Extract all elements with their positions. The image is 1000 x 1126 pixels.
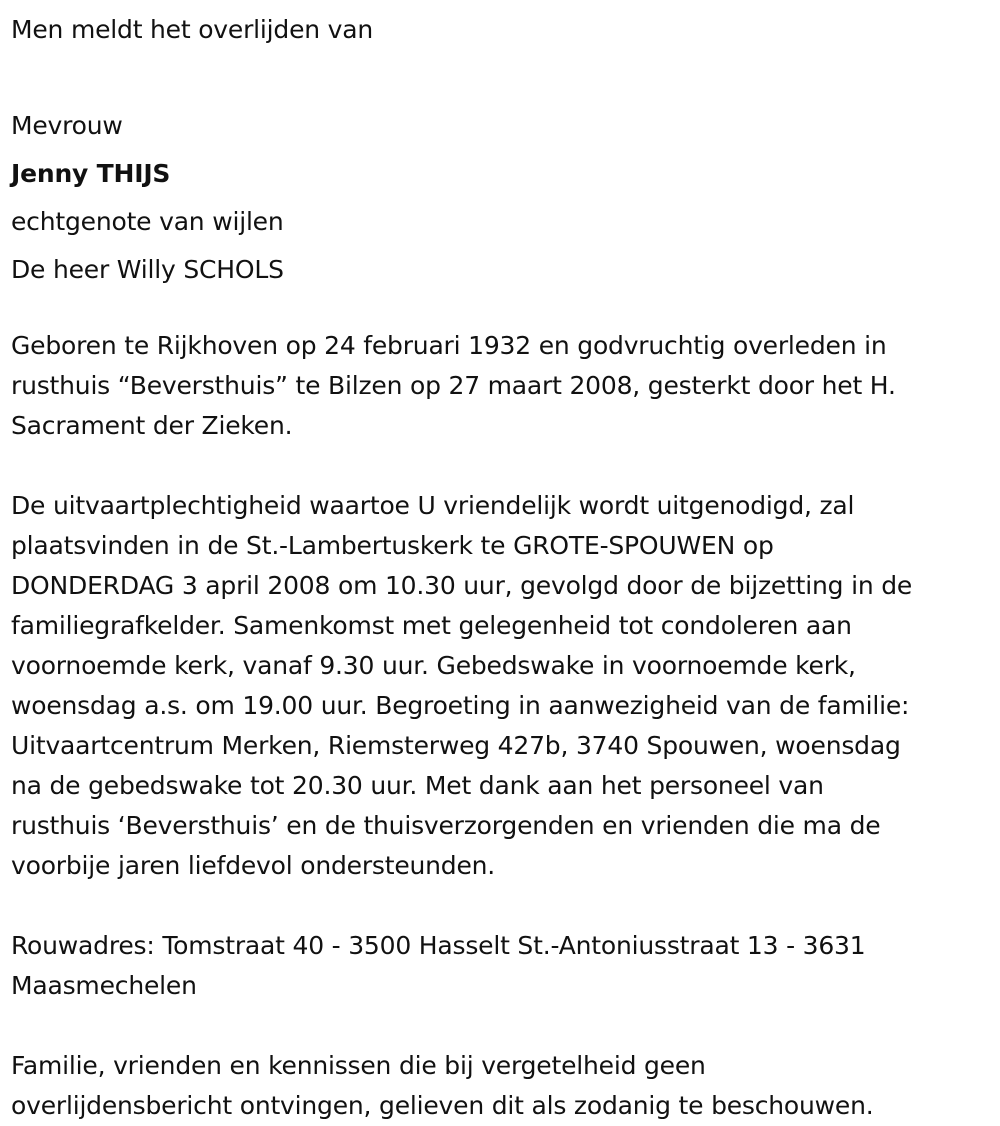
spouse-name: De heer Willy SCHOLS bbox=[11, 255, 284, 284]
paragraph-line: rusthuis “Beversthuis” te Bilzen op 27 maart 2008, gesterkt door het H. bbox=[11, 371, 896, 400]
paragraph-line: rusthuis ‘Beversthuis’ en de thuisverzorgenden en vrienden die ma de bbox=[11, 811, 881, 840]
paragraph-line: De uitvaartplechtigheid waartoe U vriendelijk wordt uitgenodigd, zal bbox=[11, 491, 855, 520]
paragraph-line: woensdag a.s. om 19.00 uur. Begroeting in aanwezigheid van de familie: bbox=[11, 691, 910, 720]
salutation: Mevrouw bbox=[11, 111, 123, 140]
paragraph-line: DONDERDAG 3 april 2008 om 10.30 uur, gevolgd door de bijzetting in de bbox=[11, 571, 913, 600]
spacer bbox=[11, 1006, 986, 1046]
spacer bbox=[11, 886, 986, 926]
paragraph-line: overlijdensbericht ontvingen, gelieven dit als zodanig te beschouwen. bbox=[11, 1091, 874, 1120]
paragraph-line: plaatsvinden in de St.-Lambertuskerk te GROTE-SPOUWEN op bbox=[11, 531, 774, 560]
paragraph-line: familiegrafkelder. Samenkomst met gelegenheid tot condoleren aan bbox=[11, 611, 852, 640]
relation-text: echtgenote van wijlen bbox=[11, 207, 284, 236]
address-paragraph bbox=[11, 926, 986, 1006]
paragraph-line: Rouwadres: Tomstraat 40 - 3500 Hasselt St.-Antoniusstraat 13 - 3631 bbox=[11, 931, 866, 960]
birth-paragraph bbox=[11, 326, 986, 446]
spacer bbox=[11, 294, 986, 326]
intro-text: Men meldt het overlijden van bbox=[11, 15, 374, 44]
paragraph-line: Familie, vrienden en kennissen die bij vergetelheid geen bbox=[11, 1051, 706, 1080]
death-notice bbox=[11, 6, 986, 1126]
spacer bbox=[11, 54, 986, 102]
deceased-name: Jenny THIJS bbox=[11, 159, 171, 188]
paragraph-line: Uitvaartcentrum Merken, Riemsterweg 427b, 3740 Spouwen, woensdag bbox=[11, 731, 901, 760]
paragraph-line: voornoemde kerk, vanaf 9.30 uur. Gebedswake in voornoemde kerk, bbox=[11, 651, 856, 680]
paragraph-line: Geboren te Rijkhoven op 24 februari 1932 en godvruchtig overleden in bbox=[11, 331, 887, 360]
paragraph-line: Sacrament der Zieken. bbox=[11, 411, 293, 440]
paragraph-line: voorbije jaren liefdevol ondersteunden. bbox=[11, 851, 496, 880]
paragraph-line: Maasmechelen bbox=[11, 971, 197, 1000]
paragraph-line: na de gebedswake tot 20.30 uur. Met dank aan het personeel van bbox=[11, 771, 824, 800]
spacer bbox=[11, 446, 986, 486]
funeral-paragraph bbox=[11, 486, 986, 886]
closing-paragraph bbox=[11, 1046, 986, 1126]
